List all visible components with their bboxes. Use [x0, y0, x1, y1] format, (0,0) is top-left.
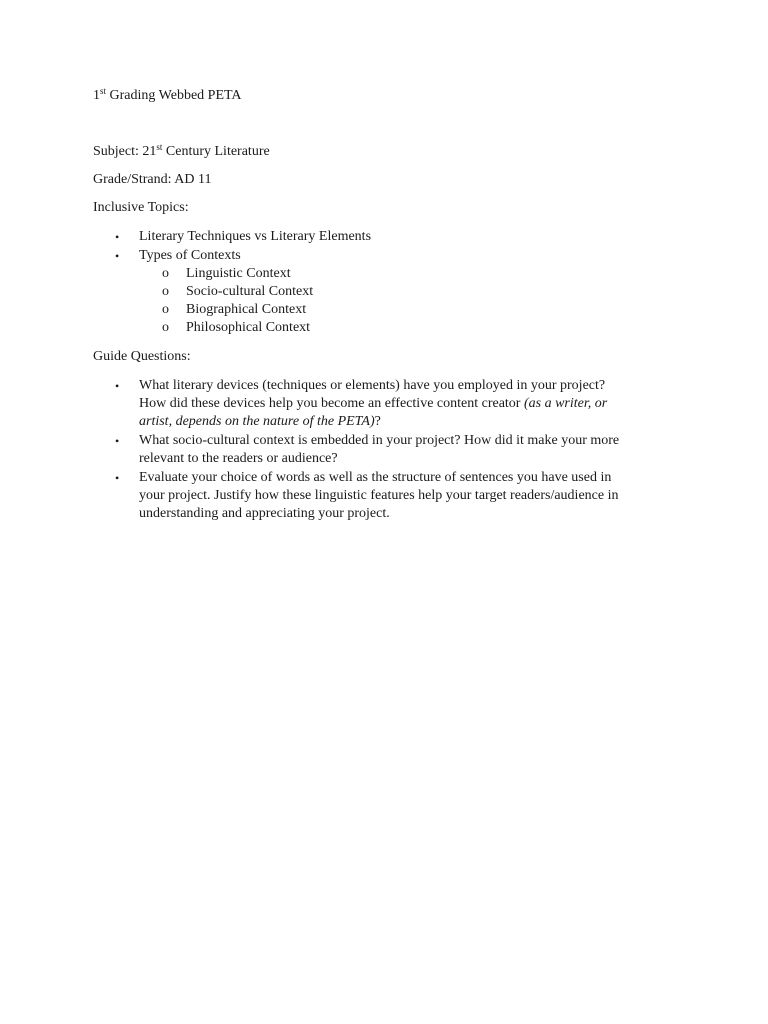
list-item: [93, 247, 693, 337]
bullet-icon: •: [115, 434, 120, 448]
subject-text: Century Literature: [162, 144, 270, 159]
context-label: Philosophical Context: [186, 320, 311, 335]
question-line: Evaluate your choice of words as well as the structure of sentences you have used in: [139, 470, 612, 485]
question-italic-text: artist, depends on the nature of the PETA): [139, 414, 375, 429]
topic-label: Types of Contexts: [139, 248, 241, 263]
list-item: [139, 265, 693, 283]
question-text: How did these devices help you become an effective content creator: [139, 396, 524, 411]
subject-line: [93, 143, 270, 161]
bullet-icon: •: [115, 471, 120, 485]
title-text: Grading Webbed PETA: [106, 88, 242, 103]
context-label: Socio-cultural Context: [186, 284, 314, 299]
sub-bullet-icon: o: [162, 266, 169, 281]
list-item: [93, 469, 693, 523]
contexts-sublist: [139, 265, 693, 337]
list-item: [139, 319, 693, 337]
sub-bullet-icon: o: [162, 320, 169, 335]
question-line: relevant to the readers or audience?: [139, 451, 338, 466]
question-line: What socio-cultural context is embedded in your project? How did it make your more: [139, 433, 620, 448]
bullet-icon: •: [115, 230, 120, 244]
question-line: [139, 413, 693, 431]
list-item: [139, 283, 693, 301]
question-line: your project. Justify how these linguistic features help your target readers/audience in: [139, 488, 619, 503]
inclusive-topics-list: [93, 228, 693, 337]
context-label: Biographical Context: [186, 302, 307, 317]
document-title: [93, 87, 242, 105]
question-italic-text: (as a writer, or: [523, 396, 608, 411]
guide-questions-list: [93, 377, 693, 524]
sub-bullet-icon: o: [162, 302, 169, 317]
list-item: [93, 377, 693, 431]
inclusive-topics-heading: Inclusive Topics:: [93, 200, 189, 215]
context-label: Linguistic Context: [186, 266, 291, 281]
subject-label: Subject: 21: [93, 144, 157, 159]
subject-superscript: st: [156, 142, 163, 152]
question-text: ?: [374, 414, 381, 429]
grade-strand-line: Grade/Strand: AD 11: [93, 172, 212, 187]
question-line: What literary devices (techniques or elements) have you employed in your project?: [139, 378, 606, 393]
bullet-icon: •: [115, 379, 120, 393]
title-prefix: 1: [93, 88, 100, 103]
list-item: [139, 301, 693, 319]
list-item: [93, 228, 693, 246]
question-line: understanding and appreciating your project.: [139, 506, 390, 521]
topic-label: Literary Techniques vs Literary Elements: [139, 229, 372, 244]
title-superscript: st: [100, 86, 107, 96]
guide-questions-heading: Guide Questions:: [93, 349, 191, 364]
list-item: [93, 432, 693, 468]
question-line: [139, 395, 693, 413]
sub-bullet-icon: o: [162, 284, 169, 299]
bullet-icon: •: [115, 249, 120, 263]
